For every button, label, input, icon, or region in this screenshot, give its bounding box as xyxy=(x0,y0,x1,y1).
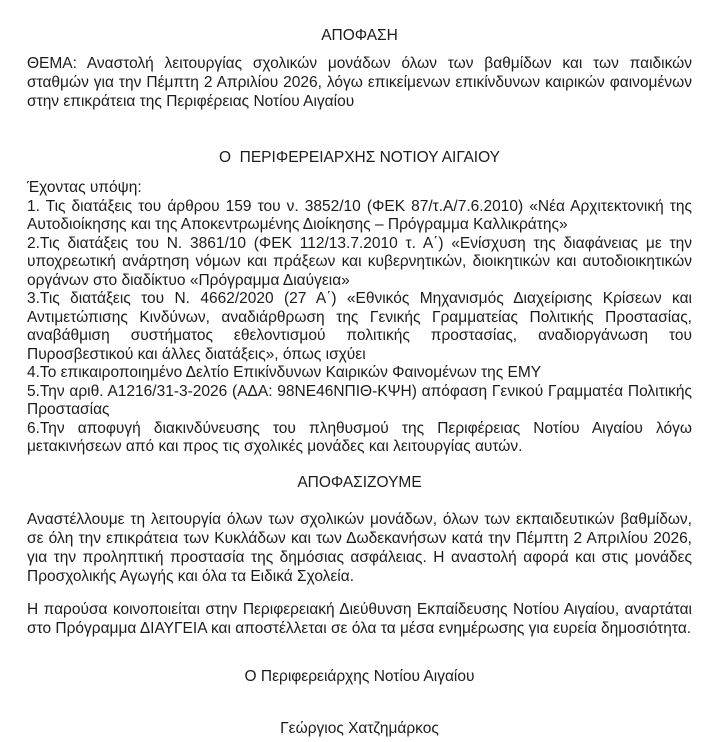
subject-paragraph: ΘΕΜΑ: Αναστολή λειτουργίας σχολικών μονάδων όλων των βαθμίδων και των παιδικών σταθμών για την Πέμπτη 2 Απριλίου 2026, λόγω επικείμενων επικίνδυνων καιρικών φαινομένων στην επικράτεια της Περιφέρειας Νοτίου Αιγαίου xyxy=(27,55,692,110)
consideration-item-1: 1. Τις διατάξεις του άρθρου 159 του ν. 3852/10 (ΦΕΚ 87/τ.Α/7.6.2010) «Νέα Αρχιτεκτονική της Αυτοδιοίκησης και της Αποκεντρωμένης Διοίκησης – Πρόγραμμα Καλλικράτης» xyxy=(27,197,692,233)
consideration-item-2: 2.Τις διατάξεις του Ν. 3861/10 (ΦΕΚ 112/13.7.2010 τ. Α΄) «Ενίσχυση της διαφάνειας με την υποχρεωτική ανάρτηση νόμων και πράξεων και κυβερνητικών, διοικητικών και αυτοδιοικητικών οργάνων στο διαδίκτυο «Πρόγραμμα Διαύγεια» xyxy=(27,234,692,289)
consideration-item-3: 3.Τις διατάξεις του Ν. 4662/2020 (27 Α΄) «Εθνικός Μηχανισμός Διαχείρισης Κρίσεων και Αντιμετώπισης Κινδύνων, αναδιάρθρωση της Γενικής Γραμματείας Πολιτικής Προστασίας, αναβάθμιση συστήματος εθελοντισμού πολιτικής προστασίας, αναδιοργάνωση του Πυροσβεστικού και άλλες διατάξεις», όπως ισχύει xyxy=(27,290,692,363)
consideration-item-5: 5.Την αριθ. Α1216/31-3-2026 (ΑΔΑ: 98ΝΕ46ΝΠΙΘ-ΚΨΗ) απόφαση Γενικού Γραμματέα Πολιτικής Προστασίας xyxy=(27,382,692,418)
consideration-item-4: 4.Το επικαιροποιημένο Δελτίο Επικίνδυνων Καιρικών Φαινομένων της ΕΜΥ xyxy=(27,364,542,381)
authority-heading: Ο ΠΕΡΙΦΕΡΕΙΑΡΧΗΣ ΝΟΤΙΟΥ ΑΙΓΑΙΟΥ xyxy=(218,149,501,166)
signature-title: Ο Περιφερειάρχης Νοτίου Αιγαίου xyxy=(244,667,475,685)
notification-paragraph: Η παρούσα κοινοποιείται στην Περιφερειακή Διεύθυνση Εκπαίδευσης Νοτίου Αιγαίου, αναρτάται στο Πρόγραμμα ΔΙΑΥΓΕΙΑ και αποστέλλεται σε όλα τα μέσα ενημέρωσης για ευρεία δημοσιότητα. xyxy=(27,600,692,637)
consideration-item-6: 6.Την αποφυγή διακινδύνευσης του πληθυσμού της Περιφέρειας Νοτίου Αιγαίου λόγω μετακινήσεων από και προς τις σχολικές μονάδες και λειτουργίας αυτών. xyxy=(27,419,692,455)
signature-name: Γεώργιος Χατζημάρκος xyxy=(280,719,439,737)
decision-heading: ΑΠΟΦΑΣΙΖΟΥΜΕ xyxy=(297,473,422,491)
considerations-list xyxy=(27,198,692,457)
preamble-intro: Έχοντας υπόψη: xyxy=(27,179,142,196)
decision-paragraph: Αναστέλλουμε τη λειτουργία όλων των σχολικών μονάδων, όλων των εκπαιδευτικών βαθμίδων, σε όλη την επικράτεια των Κυκλάδων και των Δωδεκανήσων κατά την Πέμπτη 2 Απριλίου 2026, για την προληπτική προστασία της δημόσιας ασφάλειας. Η αναστολή αφορά και στις μονάδες Προσχολικής Αγωγής και όλα τα Ειδικά Σχολεία. xyxy=(27,510,692,585)
document-title: ΑΠΟΦΑΣΗ xyxy=(321,27,398,44)
